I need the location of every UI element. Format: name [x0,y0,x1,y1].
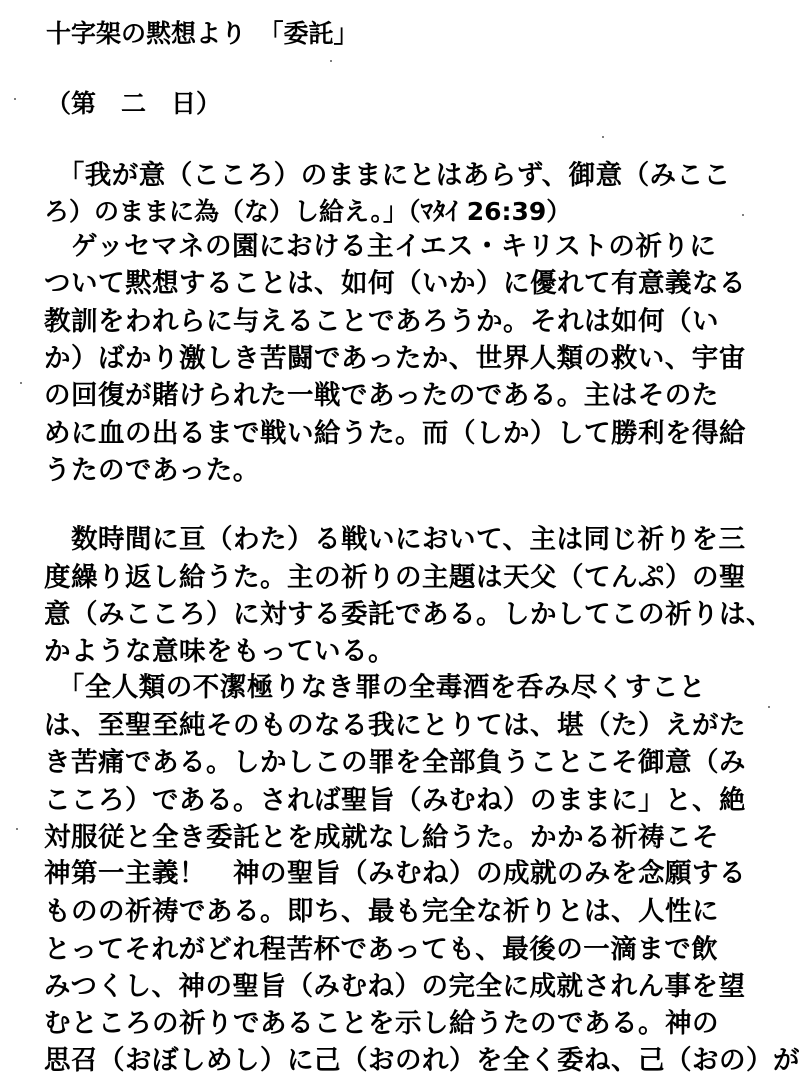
scan-speck [20,382,22,384]
scan-speck [742,214,744,216]
text-line: か）ばかり激しき苦闘であったか、世界人類の救い、宇宙 [44,343,746,374]
text-line: こころ）である。されば聖旨（みむね）のままに」と、絶 [44,785,746,816]
scan-speck [14,98,16,100]
day-heading: （第 二 日） [46,89,222,118]
text-line: 教訓をわれらに与えることであろうか。それは如何（い [44,306,719,337]
text-line: ものの祈祷である。即ち、最も完全な祈りとは、人性に [44,896,719,927]
text-line: 度繰り返し給うた。主の祈りの主題は天父（てんぷ）の聖 [44,562,746,593]
text-line: 「全人類の不潔極りなき罪の全毒酒を呑み尽くすこと [44,672,706,703]
text-line: ついて黙想することは、如何（いか）に優れて有意義なる [44,268,746,299]
text-line: めに血の出るまで戦い給うた。而（しか）して勝利を得給 [44,418,746,449]
text-line: の回復が賭けられた一戦であったのである。主はそのた [44,380,719,411]
document-title: 十字架の黙想より 「委託」 [46,19,359,48]
text-line: 思召（おぼしめし）に己（おのれ）を全く委ね、己（おの）が [44,1045,800,1076]
text-line: むところの祈りであることを示し給うたのである。神の [44,1008,719,1039]
text-line: 数時間に亘（わた）る戦いにおいて、主は同じ祈りを三 [44,524,746,555]
text-line: かような意味をもっている。 [44,636,395,667]
text-line: 対服従と全き委託とを成就なし給うた。かかる祈祷こそ [44,822,719,853]
text-line: 「我が意（こころ）のままにとはあらず、御意（みここ [44,160,731,191]
text-line: は、至聖至純そのものなる我にとりては、堪（た）えがた [44,710,746,741]
text-line: き苦痛である。しかしこの罪を全部負うことこそ御意（み [44,747,746,778]
text-line: とってそれがどれ程苦杯であっても、最後の一滴まで飲 [44,934,719,965]
text-line: 意（みこころ）に対する委託である。しかしてこの祈りは、 [44,599,773,630]
scan-speck [602,136,604,138]
text-line: ろ）のままに為（な）し給え。」（ﾏﾀｲ 26:39） [44,197,572,226]
text-line: みつくし、神の聖旨（みむね）の完全に成就されん事を望 [44,971,746,1002]
scan-speck [330,60,332,62]
scan-speck [16,828,18,830]
scan-speck [768,706,770,708]
text-line: うたのであった。 [44,455,260,486]
text-line: 神第一主義！ 神の聖旨（みむね）の成就のみを念願する [44,858,746,889]
text-line: ゲッセマネの園における主イエス・キリストの祈りに [44,231,717,262]
